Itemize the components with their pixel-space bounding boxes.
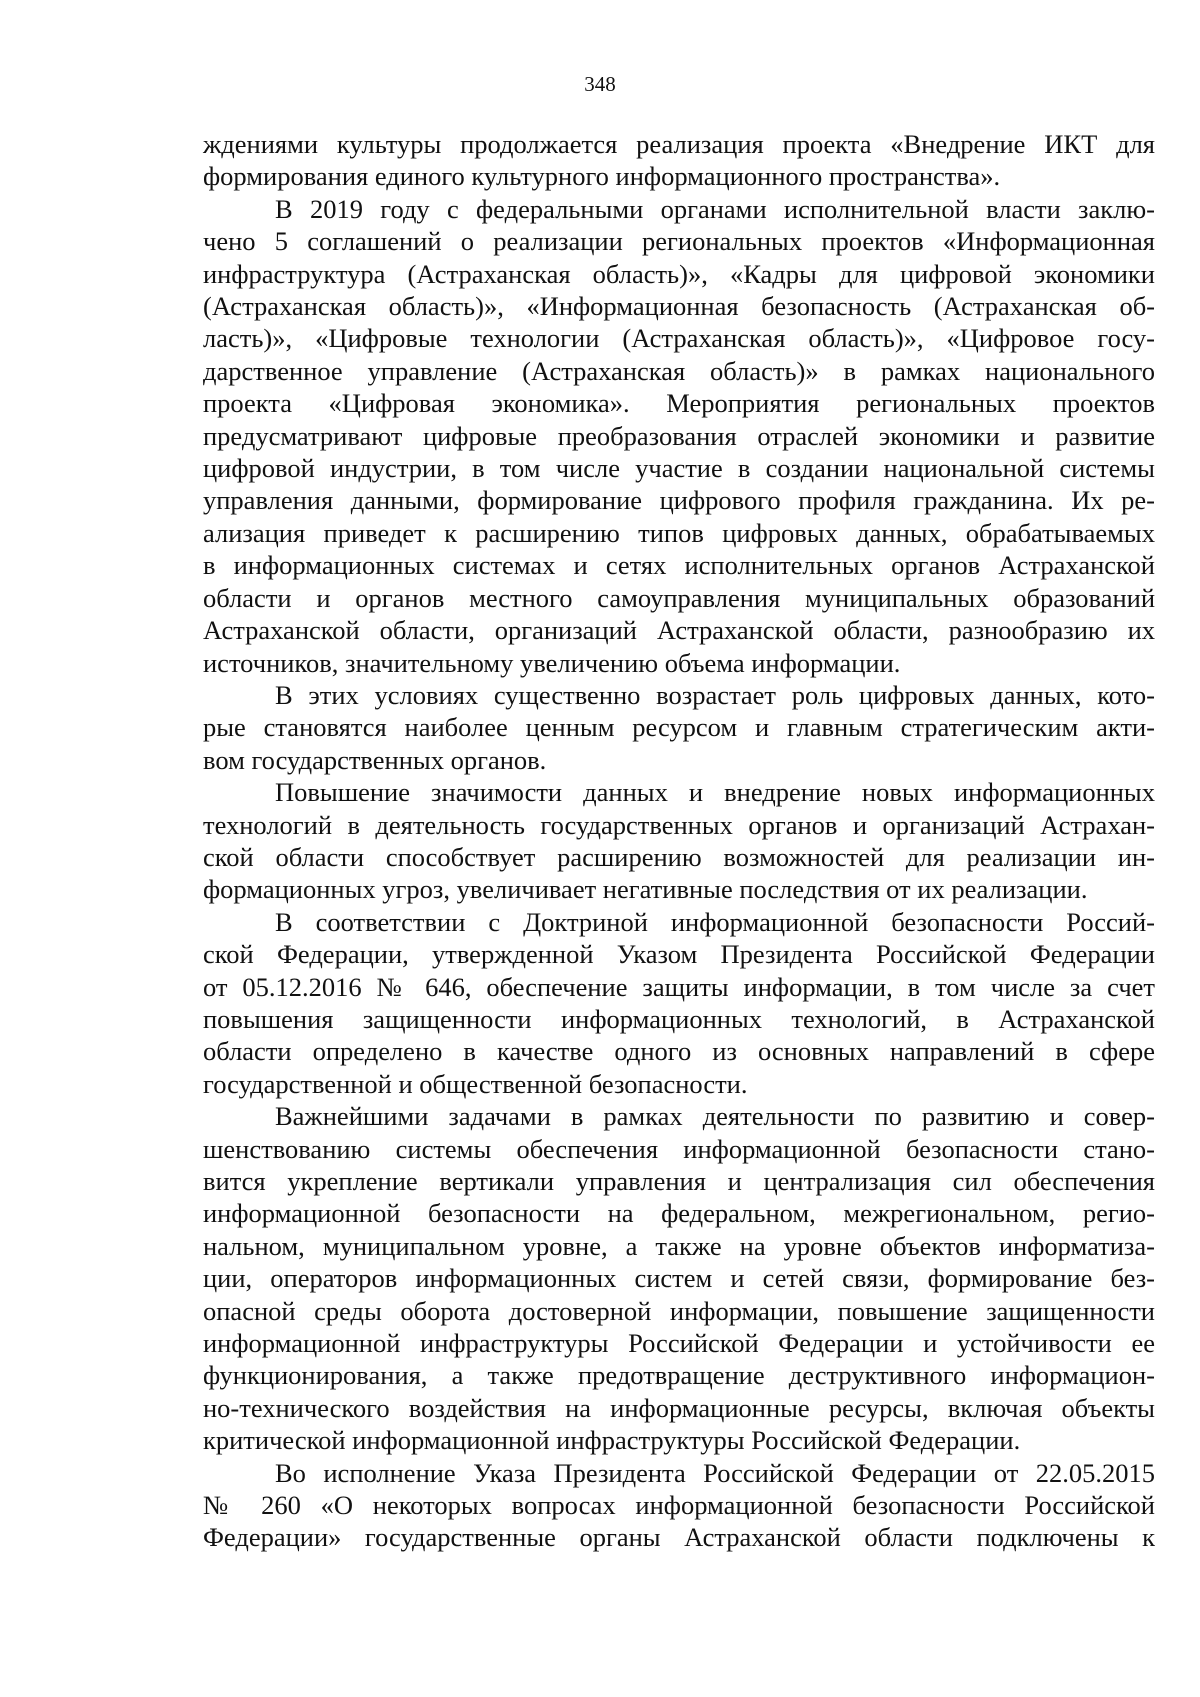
text-line: Астраханской области, организаций Астраханской области, разнообразию их	[203, 615, 1155, 646]
text-line: ализация приведет к расширению типов цифровых данных, обрабатываемых	[203, 517, 1155, 548]
text-line: источников, значительному увеличению объема информации.	[203, 647, 901, 678]
text-line: В соответствии с Доктриной информационной безопасности Россий-	[275, 906, 1155, 937]
paragraph	[203, 1100, 1155, 1456]
text-line: области определено в качестве одного из основных направлений в сфере	[203, 1036, 1155, 1067]
text-line: формационных угроз, увеличивает негативные последствия от их реализации.	[203, 874, 1088, 905]
text-line: Повышение значимости данных и внедрение новых информационных	[275, 777, 1155, 808]
text-line: критической информационной инфраструктуры Российской Федерации.	[203, 1425, 1021, 1456]
text-line: но-технического воздействия на информационные ресурсы, включая объекты	[203, 1392, 1155, 1423]
text-line: от 05.12.2016 № 646, обеспечение защиты информации, в том числе за счет	[203, 971, 1155, 1002]
text-line: управления данными, формирование цифрового профиля гражданина. Их ре-	[203, 485, 1155, 516]
paragraph	[203, 128, 1155, 193]
text-line: области и органов местного самоуправления муниципальных образований	[203, 582, 1155, 613]
text-line: № 260 «О некоторых вопросах информационной безопасности Российской	[203, 1490, 1155, 1521]
text-line: В 2019 году с федеральными органами исполнительной власти заклю-	[275, 193, 1155, 224]
text-line: ждениями культуры продолжается реализация проекта «Внедрение ИКТ для	[203, 129, 1155, 159]
text-line: технологий в деятельность государственных органов и организаций Астрахан-	[203, 809, 1155, 840]
text-line: в информационных системах и сетях исполнительных органов Астраханской	[203, 550, 1155, 581]
text-line: чено 5 соглашений о реализации региональных проектов «Информационная	[203, 226, 1155, 257]
text-line: вится укрепление вертикали управления и централизация сил обеспечения	[203, 1166, 1155, 1196]
paragraph	[203, 1457, 1155, 1554]
text-line: шенствованию системы обеспечения информационной безопасности стано-	[203, 1133, 1155, 1164]
text-line: В этих условиях существенно возрастает роль цифровых данных, кото-	[275, 679, 1155, 710]
text-line: формирования единого культурного информационного пространства».	[203, 161, 1001, 192]
text-line: рые становятся наиболее ценным ресурсом и главным стратегическим акти-	[203, 712, 1155, 743]
text-line: государственной и общественной безопасности.	[203, 1068, 748, 1099]
text-line: ции, операторов информационных систем и сетей связи, формирование без-	[203, 1263, 1155, 1294]
text-line: предусматривают цифровые преобразования отраслей экономики и развитие	[203, 420, 1155, 451]
page-number: 348	[584, 72, 616, 96]
text-line: вом государственных органов.	[203, 744, 547, 775]
paragraph	[203, 193, 1155, 679]
document-body	[203, 128, 1155, 1554]
paragraph	[203, 776, 1155, 906]
text-line: нальном, муниципальном уровне, а также на уровне объектов информатиза-	[203, 1230, 1155, 1261]
text-line: ской Федерации, утвержденной Указом Президента Российской Федерации	[203, 939, 1155, 970]
text-line: инфраструктура (Астраханская область)», «Кадры для цифровой экономики	[203, 258, 1155, 289]
text-line: информационной безопасности на федеральном, межрегиональном, регио-	[203, 1198, 1155, 1229]
text-line: функционирования, а также предотвращение деструктивного информацион-	[203, 1360, 1155, 1391]
text-line: Федерации» государственные органы Астраханской области подключены к	[203, 1522, 1155, 1553]
text-line: ской области способствует расширению возможностей для реализации ин-	[203, 841, 1155, 872]
text-line: информационной инфраструктуры Российской Федерации и устойчивости ее	[203, 1328, 1155, 1359]
text-line: дарственное управление (Астраханская область)» в рамках национального	[203, 355, 1155, 386]
text-line: Важнейшими задачами в рамках деятельности по развитию и совер-	[275, 1101, 1155, 1132]
text-line: ласть)», «Цифровые технологии (Астраханская область)», «Цифровое госу-	[203, 323, 1155, 354]
paragraph	[203, 906, 1155, 1100]
text-line: опасной среды оборота достоверной информации, повышение защищенности	[203, 1295, 1155, 1326]
text-line: повышения защищенности информационных технологий, в Астраханской	[203, 1003, 1155, 1034]
text-line: (Астраханская область)», «Информационная безопасность (Астраханская об-	[203, 291, 1155, 322]
text-line: Во исполнение Указа Президента Российской Федерации от 22.05.2015	[275, 1457, 1155, 1488]
paragraph	[203, 679, 1155, 776]
text-line: цифровой индустрии, в том числе участие в создании национальной системы	[203, 453, 1155, 484]
text-line: проекта «Цифровая экономика». Мероприятия региональных проектов	[203, 388, 1155, 419]
